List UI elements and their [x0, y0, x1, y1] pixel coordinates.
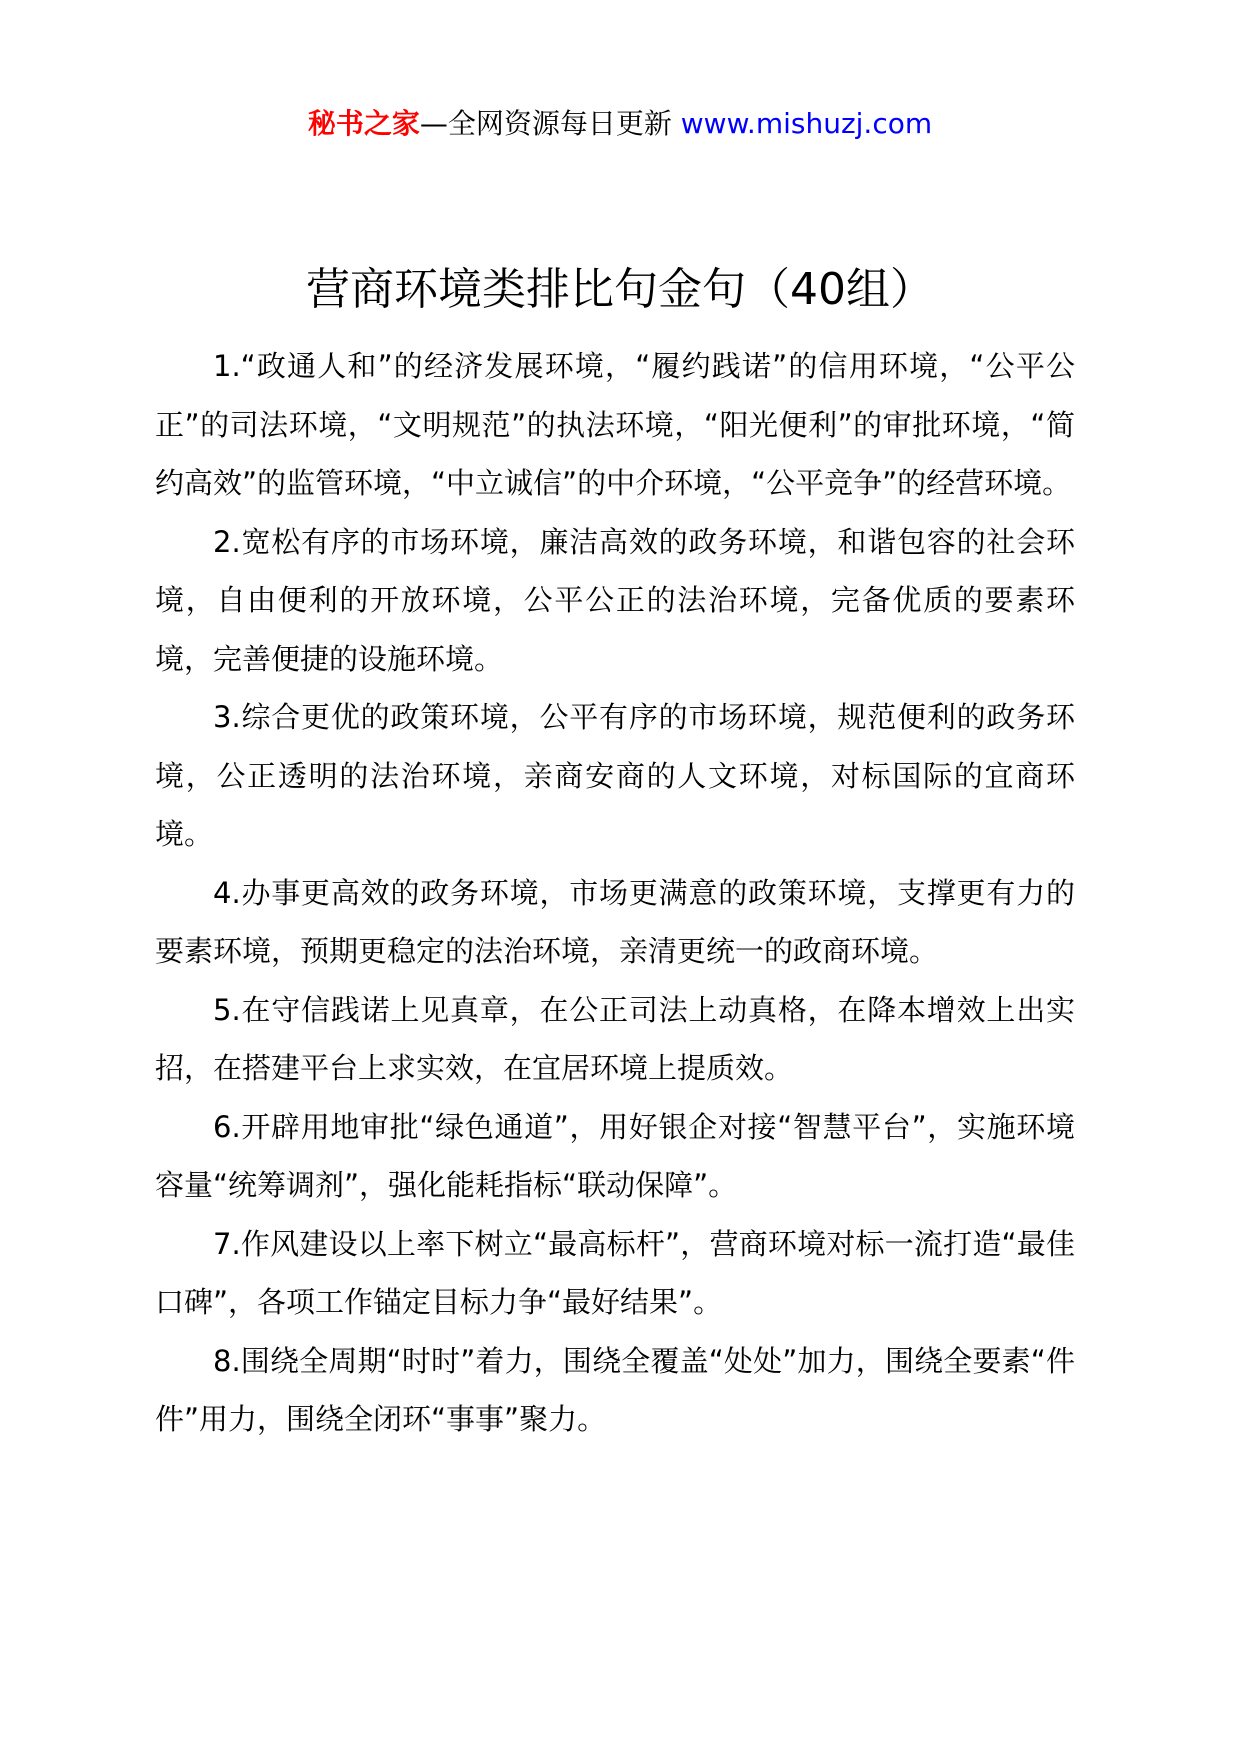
- paragraph-2: 2.宽松有序的市场环境，廉洁高效的政务环境，和谐包容的社会环境，自由便利的开放环境，公平公正的法治环境，完备优质的要素环境，完善便捷的设施环境。: [155, 524, 1075, 676]
- paragraph-8: 8.围绕全周期“时时”着力，围绕全覆盖“处处”加力，围绕全要素“件件”用力，围绕全闭环“事事”聚力。: [155, 1343, 1075, 1436]
- paragraph-6: 6.开辟用地审批“绿色通道”，用好银企对接“智慧平台”，实施环境容量“统筹调剂”，强化能耗指标“联动保障”。: [155, 1109, 1075, 1202]
- header-tagline: —全网资源每日更新: [419, 107, 681, 140]
- paragraph-7: 7.作风建设以上率下树立“最高标杆”，营商环境对标一流打造“最佳口碑”，各项工作锚定目标力争“最好结果”。: [155, 1226, 1075, 1319]
- document-title: 营商环境类排比句金句（40组）: [306, 264, 934, 315]
- paragraph-4: 4.办事更高效的政务环境，市场更满意的政策环境，支撑更有力的要素环境，预期更稳定的法治环境，亲清更统一的政商环境。: [155, 875, 1075, 968]
- paragraph-1: 1.“政通人和”的经济发展环境，“履约践诺”的信用环境，“公平公正”的司法环境，“文明规范”的执法环境，“阳光便利”的审批环境，“简约高效”的监管环境，“中立诚信”的中介环境，“公平竞争”的经营环境。: [155, 349, 1075, 500]
- header-url-link[interactable]: www.mishuzj.com: [680, 107, 933, 140]
- document-body: [155, 337, 1075, 1449]
- paragraph-5: 5.在守信践诺上见真章，在公正司法上动真格，在降本增效上出实招，在搭建平台上求实效，在宜居环境上提质效。: [155, 992, 1075, 1085]
- page-header: [0, 104, 1240, 144]
- header-brand: 秘书之家: [307, 107, 420, 140]
- paragraph-3: 3.综合更优的政策环境，公平有序的市场环境，规范便利的政务环境，公正透明的法治环境，亲商安商的人文环境，对标国际的宜商环境。: [155, 700, 1075, 851]
